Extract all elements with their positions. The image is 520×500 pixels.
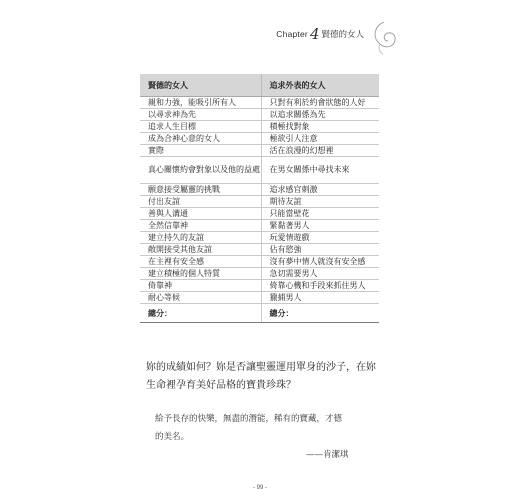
table-row	[140, 232, 379, 244]
cell-appearance: 只對有利於約會狀態的人好	[261, 97, 379, 109]
cell-appearance: 只能當壁花	[261, 208, 379, 220]
body-paragraph-line-1: 妳的成績如何？妳是否讓聖靈運用單身的沙子，在妳	[146, 362, 376, 373]
cell-appearance: 以追求關係為先	[261, 109, 379, 121]
total-label-appearance: 總分：	[261, 304, 379, 323]
cell-appearance: 在男女關係中尋找未來	[261, 157, 379, 184]
cell-appearance: 急切需要男人	[261, 268, 379, 280]
cell-virtuous: 建立持久的友誼	[140, 232, 261, 244]
chapter-header	[276, 23, 364, 41]
table-row	[140, 157, 379, 184]
cell-virtuous: 倚靠神	[140, 280, 261, 292]
table-header-row	[140, 74, 379, 97]
table-row	[140, 109, 379, 121]
cell-appearance: 倚靠心機和手段來抓住男人	[261, 280, 379, 292]
total-row	[140, 304, 379, 323]
table-row	[140, 268, 379, 280]
table-row	[140, 97, 379, 109]
decorative-swirl-icon	[370, 20, 398, 56]
table-row	[140, 220, 379, 232]
quote-line-1: 給予長存的快樂，無盡的潛能，稀有的寶藏，才德	[155, 414, 343, 424]
cell-virtuous: 耐心等候	[140, 292, 261, 304]
cell-virtuous: 成為合神心意的女人	[140, 133, 261, 145]
cell-appearance: 期待友誼	[261, 196, 379, 208]
cell-virtuous: 實際	[140, 145, 261, 157]
cell-virtuous: 付出友誼	[140, 196, 261, 208]
table-row	[140, 121, 379, 133]
cell-appearance: 緊黏著男人	[261, 220, 379, 232]
page-number: - 99 -	[252, 485, 267, 491]
chapter-word: Chapter	[276, 29, 308, 39]
table-row	[140, 208, 379, 220]
cell-virtuous: 善與人溝通	[140, 208, 261, 220]
cell-appearance: 玩愛情遊戲	[261, 232, 379, 244]
table-row	[140, 184, 379, 196]
table-row	[140, 280, 379, 292]
table-row	[140, 292, 379, 304]
total-label-virtuous: 總分：	[140, 304, 261, 323]
column-header-appearance: 追求外表的女人	[261, 74, 379, 97]
cell-appearance: 積極找對象	[261, 121, 379, 133]
table-row	[140, 196, 379, 208]
cell-virtuous: 以尋求神為先	[140, 109, 261, 121]
chapter-title: 賢德的女人	[321, 30, 364, 40]
column-header-virtuous: 賢德的女人	[140, 74, 261, 97]
table-row	[140, 244, 379, 256]
table-row	[140, 256, 379, 268]
comparison-table	[140, 74, 379, 323]
cell-virtuous: 全然信靠神	[140, 220, 261, 232]
cell-virtuous: 追求人生目標	[140, 121, 261, 133]
quote-line-2: 的美名。	[155, 432, 190, 442]
body-paragraph-line-2: 生命裡孕育美好品格的寶貴珍珠？	[146, 380, 296, 391]
cell-appearance: 極欲引人注意	[261, 133, 379, 145]
cell-virtuous: 真心關懷約會對象以及他的益處	[140, 157, 261, 184]
cell-virtuous: 敞開接受其他友誼	[140, 244, 261, 256]
cell-appearance: 獵捕男人	[261, 292, 379, 304]
cell-virtuous: 建立積極的個人特質	[140, 268, 261, 280]
quote-attribution: ——肯潔琪	[306, 450, 349, 460]
cell-appearance: 佔有慾強	[261, 244, 379, 256]
table-row	[140, 133, 379, 145]
cell-virtuous: 願意接受屬靈的挑戰	[140, 184, 261, 196]
cell-appearance: 沒有夢中情人就沒有安全感	[261, 256, 379, 268]
table-row	[140, 145, 379, 157]
cell-virtuous: 在主裡有安全感	[140, 256, 261, 268]
cell-virtuous: 親和力強，能吸引所有人	[140, 97, 261, 109]
chapter-number: 4	[309, 25, 320, 43]
cell-appearance: 追求感官刺激	[261, 184, 379, 196]
cell-appearance: 活在浪漫的幻想裡	[261, 145, 379, 157]
